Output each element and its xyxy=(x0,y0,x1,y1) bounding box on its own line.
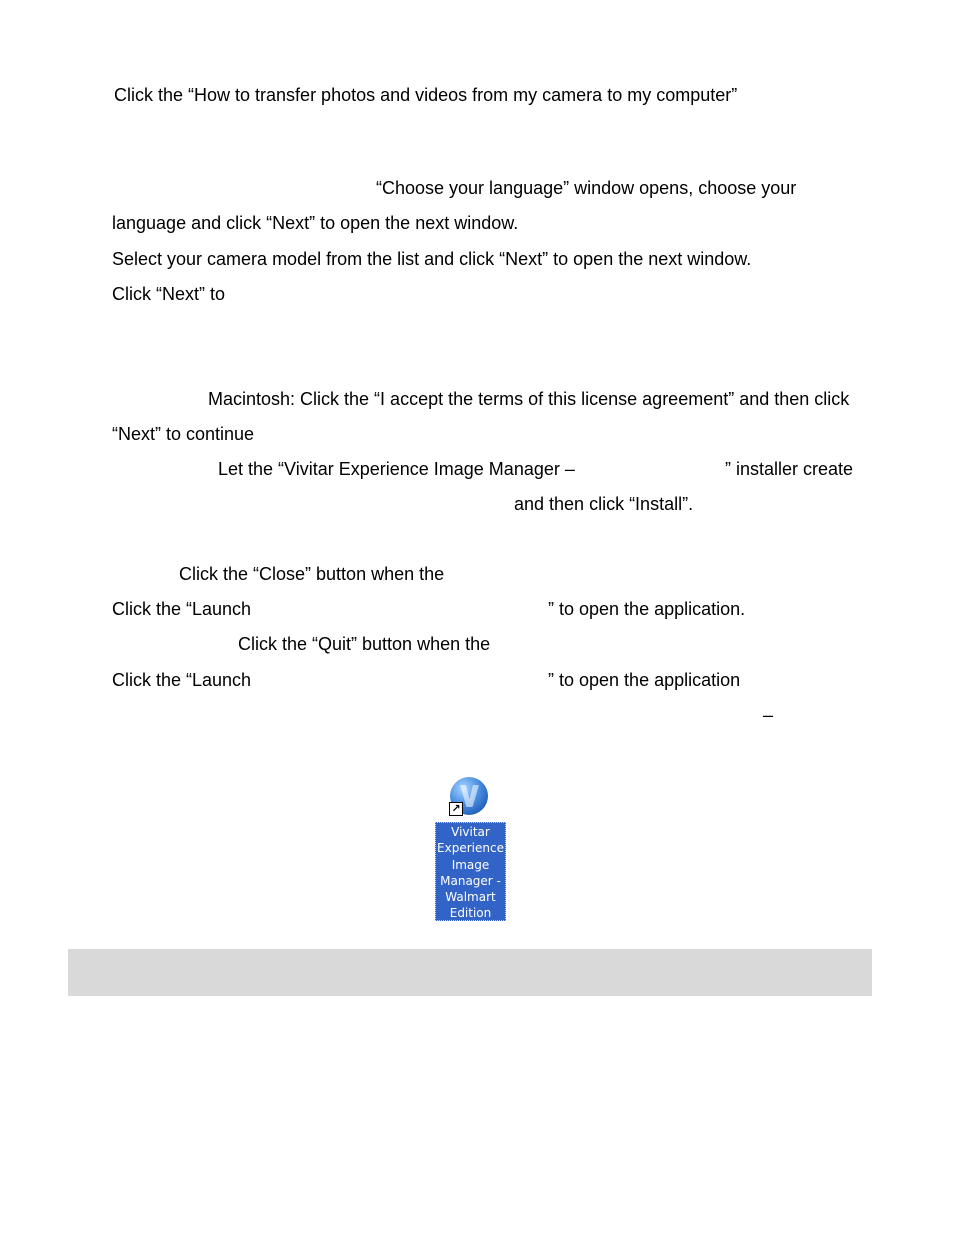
text-line-mac-accept: Macintosh: Click the “I accept the terms of this license agreement” and then click xyxy=(208,389,850,409)
text-line-let-installer: Let the “Vivitar Experience Image Manager – xyxy=(218,459,575,479)
text-line-click-quit: Click the “Quit” button when the xyxy=(238,634,491,654)
text-line-language-next: language and click “Next” to open the next window. xyxy=(112,213,519,233)
text-line-click-launch-1: Click the “Launch xyxy=(112,599,252,619)
text-line-click-launch-2: Click the “Launch xyxy=(112,670,252,690)
text-line-open-application-1: ” to open the application. xyxy=(548,599,746,619)
text-line-open-application-2: ” to open the application xyxy=(548,670,741,690)
text-line-click-install: and then click “Install”. xyxy=(514,494,694,514)
text-line-dash: – xyxy=(763,705,774,725)
shortcut-label-line: Vivitar xyxy=(451,825,490,839)
shortcut-label-line: Manager - xyxy=(440,873,501,888)
shortcut-label-line: Image xyxy=(451,857,490,872)
text-line-click-next: Click “Next” to xyxy=(112,284,226,304)
text-line-click-close: Click the “Close” button when the xyxy=(179,564,445,584)
text-line-next-continue: “Next” to continue xyxy=(112,424,255,444)
shortcut-label xyxy=(435,822,506,921)
shortcut-label-line: Edition xyxy=(449,906,492,921)
text-line-choose-language: “Choose your language” window opens, choose your xyxy=(376,178,797,198)
shortcut-arrow-icon: ↗ xyxy=(449,802,463,816)
shortcut-label-line: Experience xyxy=(437,841,504,856)
gray-section-bar xyxy=(68,949,872,996)
text-line-transfer-link: Click the “How to transfer photos and videos from my camera to my computer” xyxy=(114,85,738,105)
shortcut-label-line: Walmart xyxy=(445,890,496,905)
text-line-installer-create: ” installer create xyxy=(725,459,854,479)
text-line-select-camera: Select your camera model from the list and click “Next” to open the next window. xyxy=(112,249,752,269)
